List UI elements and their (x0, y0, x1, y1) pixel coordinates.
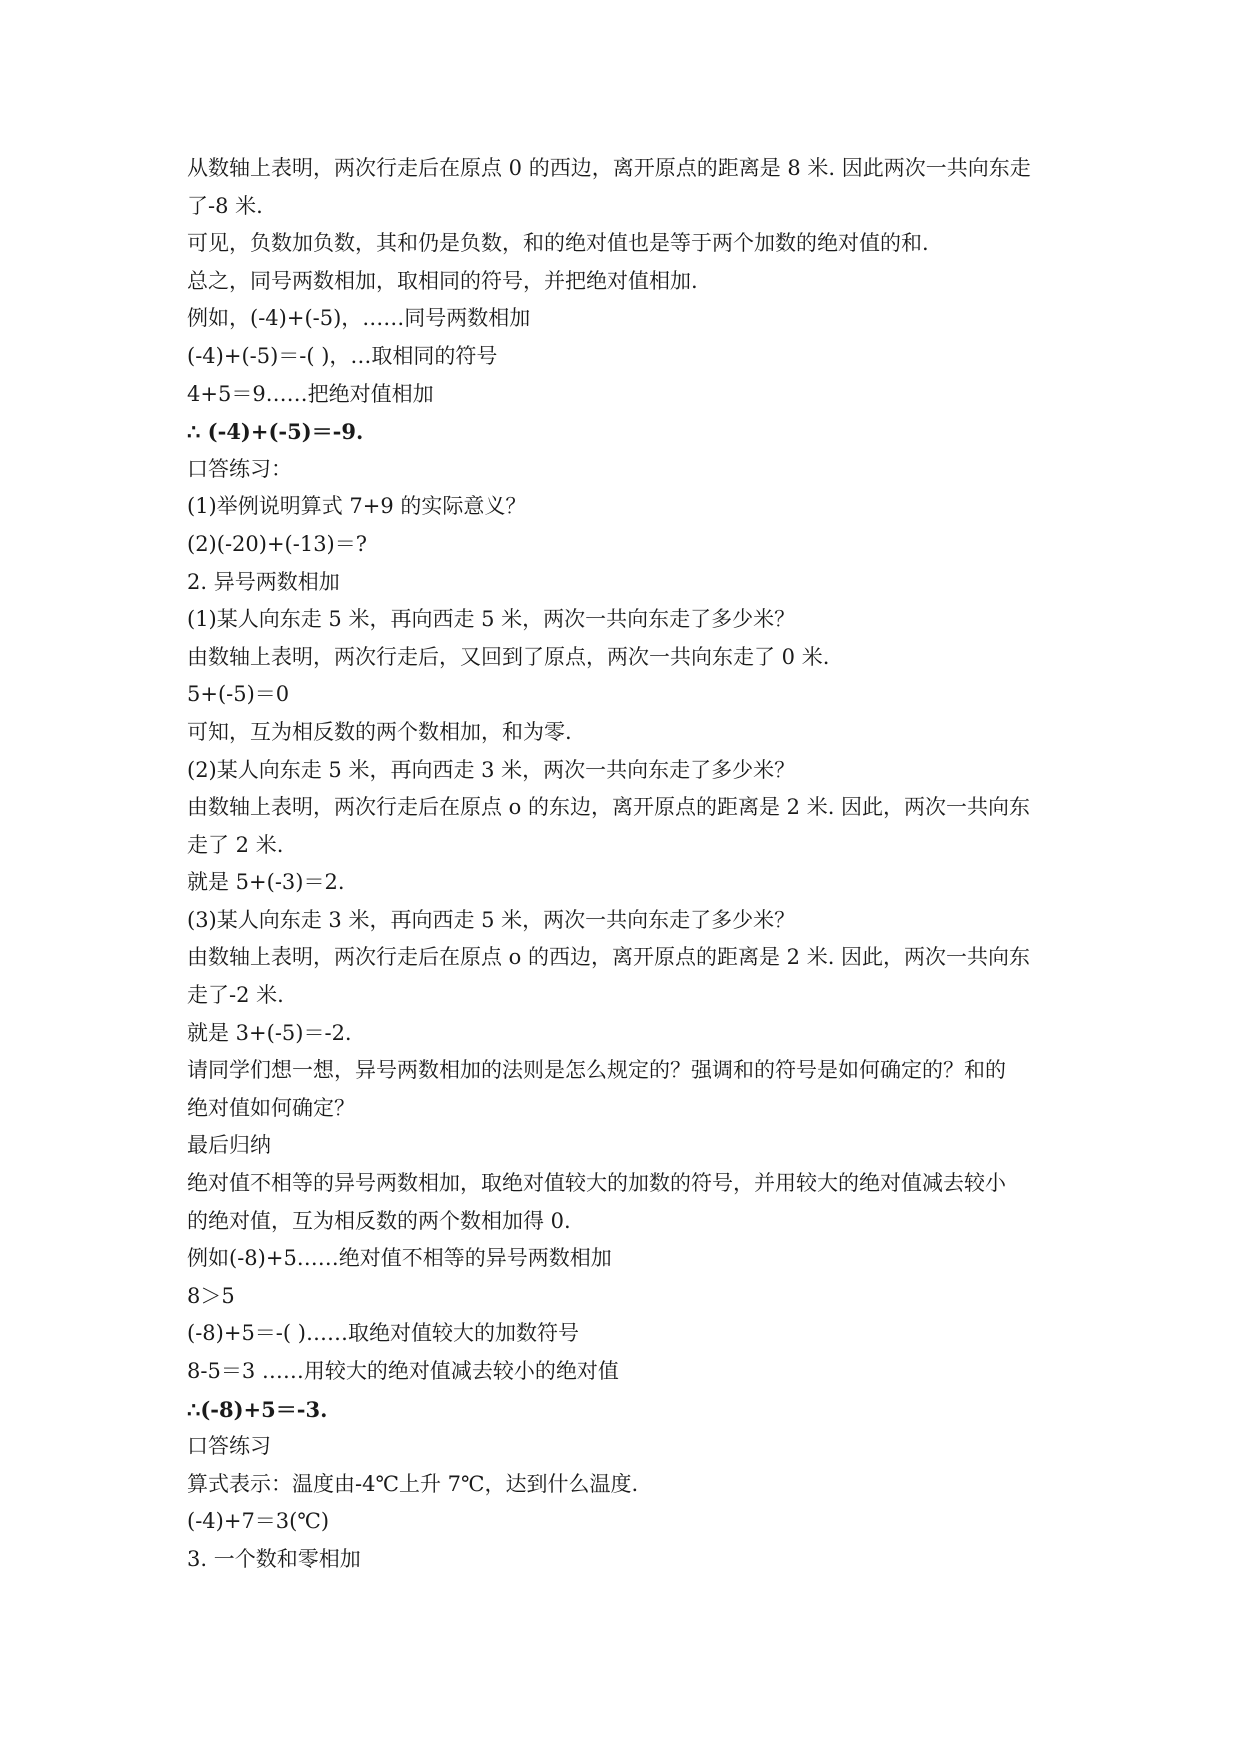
section-heading: 3. 一个数和零相加 (187, 1546, 361, 1571)
text-line: 走了 2 米. (187, 832, 284, 857)
conclusion-line: ∴ (-4)+(-5)＝-9. (187, 419, 364, 445)
text-line: 8＞5 (187, 1283, 235, 1308)
text-line: 8-5＝3 ……用较大的绝对值减去较小的绝对值 (187, 1359, 619, 1383)
section-heading: 最后归纳 (187, 1133, 271, 1158)
text-line: 绝对值如何确定？ (187, 1095, 355, 1120)
text-line: 从数轴上表明，两次行走后在原点 0 的西边，离开原点的距离是 8 米. 因此两次一共向东走 (187, 156, 1031, 180)
text-line: (-8)+5＝-( )……取绝对值较大的加数符号 (187, 1321, 579, 1346)
text-line: 可见，负数加负数，其和仍是负数，和的绝对值也是等于两个加数的绝对值的和. (187, 231, 929, 256)
text-line: (-4)+7＝3(℃) (187, 1509, 330, 1534)
text-line: 4+5＝9……把绝对值相加 (187, 381, 434, 406)
text-line: (2)(-20)+(-13)＝? (187, 531, 368, 556)
text-line: (1)举例说明算式 7+9 的实际意义？ (187, 494, 527, 519)
text-line: 的绝对值，互为相反数的两个数相加得 0. (187, 1208, 571, 1233)
text-line: 总之，同号两数相加，取相同的符号，并把绝对值相加. (187, 268, 698, 293)
text-line: (1)某人向东走 5 米，再向西走 5 米，两次一共向东走了多少米？ (187, 607, 796, 632)
text-line: 例如，(-4)+(-5)，……同号两数相加 (187, 306, 531, 331)
text-line: 了-8 米. (187, 193, 263, 218)
section-heading: 2. 异号两数相加 (187, 569, 340, 594)
document-body (187, 150, 1067, 1579)
text-line: 走了-2 米. (187, 983, 284, 1008)
text-line: 由数轴上表明，两次行走后在原点 o 的西边，离开原点的距离是 2 米. 因此，两次一共向东 (187, 945, 1031, 970)
section-heading: 口答练习： (187, 456, 292, 481)
section-heading: 口答练习 (187, 1434, 271, 1459)
text-line: 绝对值不相等的异号两数相加，取绝对值较大的加数的符号，并用较大的绝对值减去较小 (187, 1171, 1006, 1196)
text-line: 由数轴上表明，两次行走后在原点 o 的东边，离开原点的距离是 2 米. 因此，两次一共向东 (187, 795, 1031, 820)
text-line: (2)某人向东走 5 米，再向西走 3 米，两次一共向东走了多少米？ (187, 757, 796, 782)
text-line: 由数轴上表明，两次行走后，又回到了原点，两次一共向东走了 0 米. (187, 644, 830, 669)
text-line: 例如(-8)+5……绝对值不相等的异号两数相加 (187, 1246, 612, 1271)
text-line: 请同学们想一想，异号两数相加的法则是怎么规定的？强调和的符号是如何确定的？和的 (187, 1058, 1006, 1083)
text-line: 可知，互为相反数的两个数相加，和为零. (187, 719, 572, 744)
conclusion-line: ∴(-8)+5＝-3. (187, 1396, 328, 1422)
text-line: 算式表示：温度由-4℃上升 7℃，达到什么温度. (187, 1471, 639, 1496)
text-line: (3)某人向东走 3 米，再向西走 5 米，两次一共向东走了多少米？ (187, 907, 796, 932)
text-line: (-4)+(-5)＝-( )，…取相同的符号 (187, 343, 498, 368)
text-line: 就是 5+(-3)＝2. (187, 870, 345, 895)
text-line: 5+(-5)＝0 (187, 682, 290, 707)
text-line: 就是 3+(-5)＝-2. (187, 1020, 352, 1045)
